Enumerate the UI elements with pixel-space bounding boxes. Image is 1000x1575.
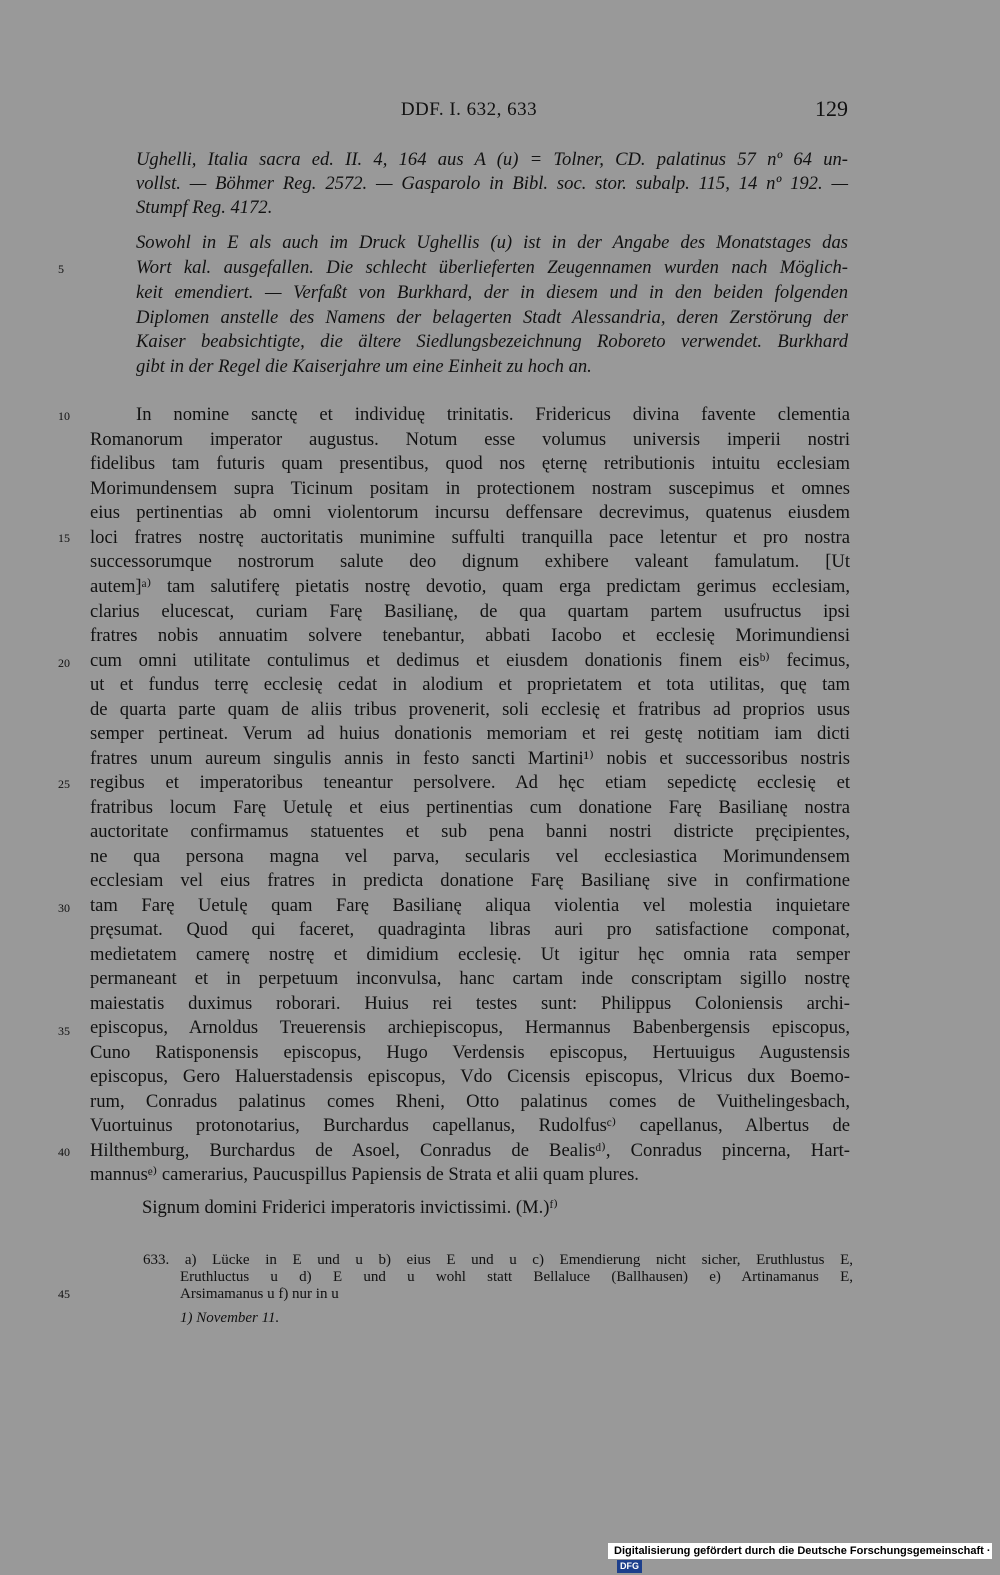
body-line: Romanorum imperator augustus. Notum esse volumus universis imperii nostri (90, 429, 850, 450)
credit-text: Digitalisierung gefördert durch die Deutsche Forschungsgemeinschaft · (614, 1545, 991, 1557)
intro-line: Stumpf Reg. 4172. (136, 197, 273, 218)
line-number: 30 (58, 901, 70, 915)
page-number: 129 (815, 96, 848, 121)
body-line: successorumque nostrorum salute deo dignum exhibere valeant famulatum. [Ut (90, 551, 850, 572)
body-line: permaneant et in perpetuum inconvulsa, hanc cartam inde conscriptam sigillo nostrę (90, 968, 850, 989)
line-number: 25 (58, 777, 70, 791)
body-line: Vuortuinus protonotarius, Burchardus capellanus, Rudolfusᶜ⁾ capellanus, Albertus de (90, 1115, 850, 1136)
body-line: episcopus, Arnoldus Treuerensis archiepiscopus, Hermannus Babenbergensis episcopus, (90, 1017, 850, 1038)
body-line: pręsumat. Quod qui faceret, quadraginta libras auri pro satisfactione componat, (90, 919, 850, 940)
line-number: 5 (58, 262, 64, 276)
running-title: DDF. I. 632, 633 (400, 99, 538, 120)
body-line: episcopus, Gero Haluerstadensis episcopus, Vdo Cicensis episcopus, Vlricus dux Boemo- (90, 1066, 850, 1087)
note-line: keit emendiert. — Verfaßt von Burkhard, der in diesem und in den beiden folgenden (136, 282, 848, 303)
line-number: 15 (58, 531, 70, 545)
line-number: 35 (58, 1024, 70, 1038)
footnote-line: Arsimamanus u f) nur in u (180, 1286, 339, 1302)
body-line: cum omni utilitate contulimus et dedimus et eiusdem donationis finem eisᵇ⁾ fecimus, (90, 650, 850, 671)
body-line: rum, Conradus palatinus comes Rheni, Otto palatinus comes de Vuithelingesbach, (90, 1091, 850, 1112)
digitization-credit (608, 1543, 992, 1571)
body-line: In nomine sanctę et individuę trinitatis. Fridericus divina favente clementia (136, 404, 850, 425)
body-line: clarius elucescat, curiam Farę Basilianę, de qua quartam partem usufructus ipsi (90, 601, 850, 622)
body-line: ne qua persona magna vel parva, secularis vel ecclesiastica Morimundensem (90, 846, 850, 867)
line-number: 45 (58, 1287, 70, 1301)
body-line: fidelibus tam futuris quam presentibus, quod nos ęternę retributionis intuitu ecclesiam (90, 453, 850, 474)
footnote-line: 633. a) Lücke in E und u b) eius E und u c) Emendierung nicht sicher, Eruthlustus E, (143, 1252, 853, 1268)
body-line: Morimundensem supra Ticinum positam in protectionem nostram suscepimus et omnes (90, 478, 850, 499)
body-line: ecclesiam vel eius fratres in predicta donatione Farę Basilianę sive in confirmatione (90, 870, 850, 891)
line-number: 10 (58, 409, 70, 423)
note-line: Sowohl in E als auch im Druck Ughellis (u) ist in der Angabe des Monatstages das (136, 232, 848, 253)
line-number: 20 (58, 656, 70, 670)
note-line: gibt in der Regel die Kaiserjahre um eine Einheit zu hoch an. (136, 356, 592, 377)
body-line: ut et fundus terrę ecclesię cedat in alodium et proprietatem et tota utilitas, quę tam (90, 674, 850, 695)
body-line: tam Farę Uetulę quam Farę Basilianę aliqua violentia vel molestia inquietare (90, 895, 850, 916)
footnote-line: Eruthluctus u d) E und u wohl statt Bellaluce (Ballhausen) e) Artinamanus E, (180, 1269, 853, 1285)
body-line: semper pertineat. Verum ad huius donationis memoriam et rei gestę notitiam iam dicti (90, 723, 850, 744)
body-line: maiestatis duximus roborari. Huius rei testes sunt: Philippus Coloniensis archi- (90, 993, 850, 1014)
body-line: fratres unum aureum singulis annis in festo sancti Martini¹⁾ nobis et successoribus nostris (90, 748, 850, 769)
intro-line: Ughelli, Italia sacra ed. II. 4, 164 aus A (u) = Tolner, CD. palatinus 57 nº 64 un- (136, 149, 848, 170)
note-line: Diplomen anstelle des Namens der belagerten Stadt Alessandria, deren Zerstörung der (136, 307, 848, 328)
line-number: 40 (58, 1145, 70, 1159)
body-line: loci fratres nostrę auctoritatis munimine suffulti tranquilla pace letentur et pro nostra (90, 527, 850, 548)
intro-line: vollst. — Böhmer Reg. 2572. — Gasparolo in Bibl. soc. stor. subalp. 115, 14 nº 192. — (136, 173, 848, 194)
body-line: autem]ᵃ⁾ tam salutiferę pietatis nostrę devotio, quam erga predictam gerimus ecclesiam, (90, 576, 850, 597)
body-line: Hilthemburg, Burchardus de Asoel, Conradus de Bealisᵈ⁾, Conradus pincerna, Hart- (90, 1140, 850, 1161)
body-line: de quarta parte quam de aliis tribus provenerit, soli ecclesię et fratribus ad proprios usus (90, 699, 850, 720)
note-line: Kaiser beabsichtigte, die ältere Siedlungsbezeichnung Roboreto verwendet. Burkhard (136, 331, 848, 352)
body-line: medietatem camerę nostrę et dimidium ecclesię. Ut igitur hęc omnia rata semper (90, 944, 850, 965)
body-line: auctoritate confirmamus statuentes et sub pena banni nostri districte pręcipientes, (90, 821, 850, 842)
page-header (90, 96, 848, 129)
note-line: Wort kal. ausgefallen. Die schlecht überlieferten Zeugennamen wurden nach Möglich- (136, 257, 848, 278)
footnote-date: 1) November 11. (180, 1310, 280, 1326)
dfg-logo: DFG (617, 1560, 642, 1573)
body-line: Cuno Ratisponensis episcopus, Hugo Verdensis episcopus, Hertuuigus Augustensis (90, 1042, 850, 1063)
signum-line: Signum domini Friderici imperatoris invictissimi. (M.)ᶠ⁾ (142, 1197, 558, 1218)
body-line: regibus et imperatoribus teneantur persolvere. Ad hęc etiam sepedictę ecclesię et (90, 772, 850, 793)
body-line: fratribus locum Farę Uetulę et eius pertinentias cum donatione Farę Basilianę nostra (90, 797, 850, 818)
body-line: fratres nobis annuatim solvere tenebantur, abbati Iacobo et ecclesię Morimundiensi (90, 625, 850, 646)
body-line: mannusᵉ⁾ camerarius, Paucuspillus Papiensis de Strata et alii quam plures. (90, 1164, 639, 1185)
body-line: eius pertinentias ab omni violentorum incursu deffensare decrevimus, quatenus eiusdem (90, 502, 850, 523)
